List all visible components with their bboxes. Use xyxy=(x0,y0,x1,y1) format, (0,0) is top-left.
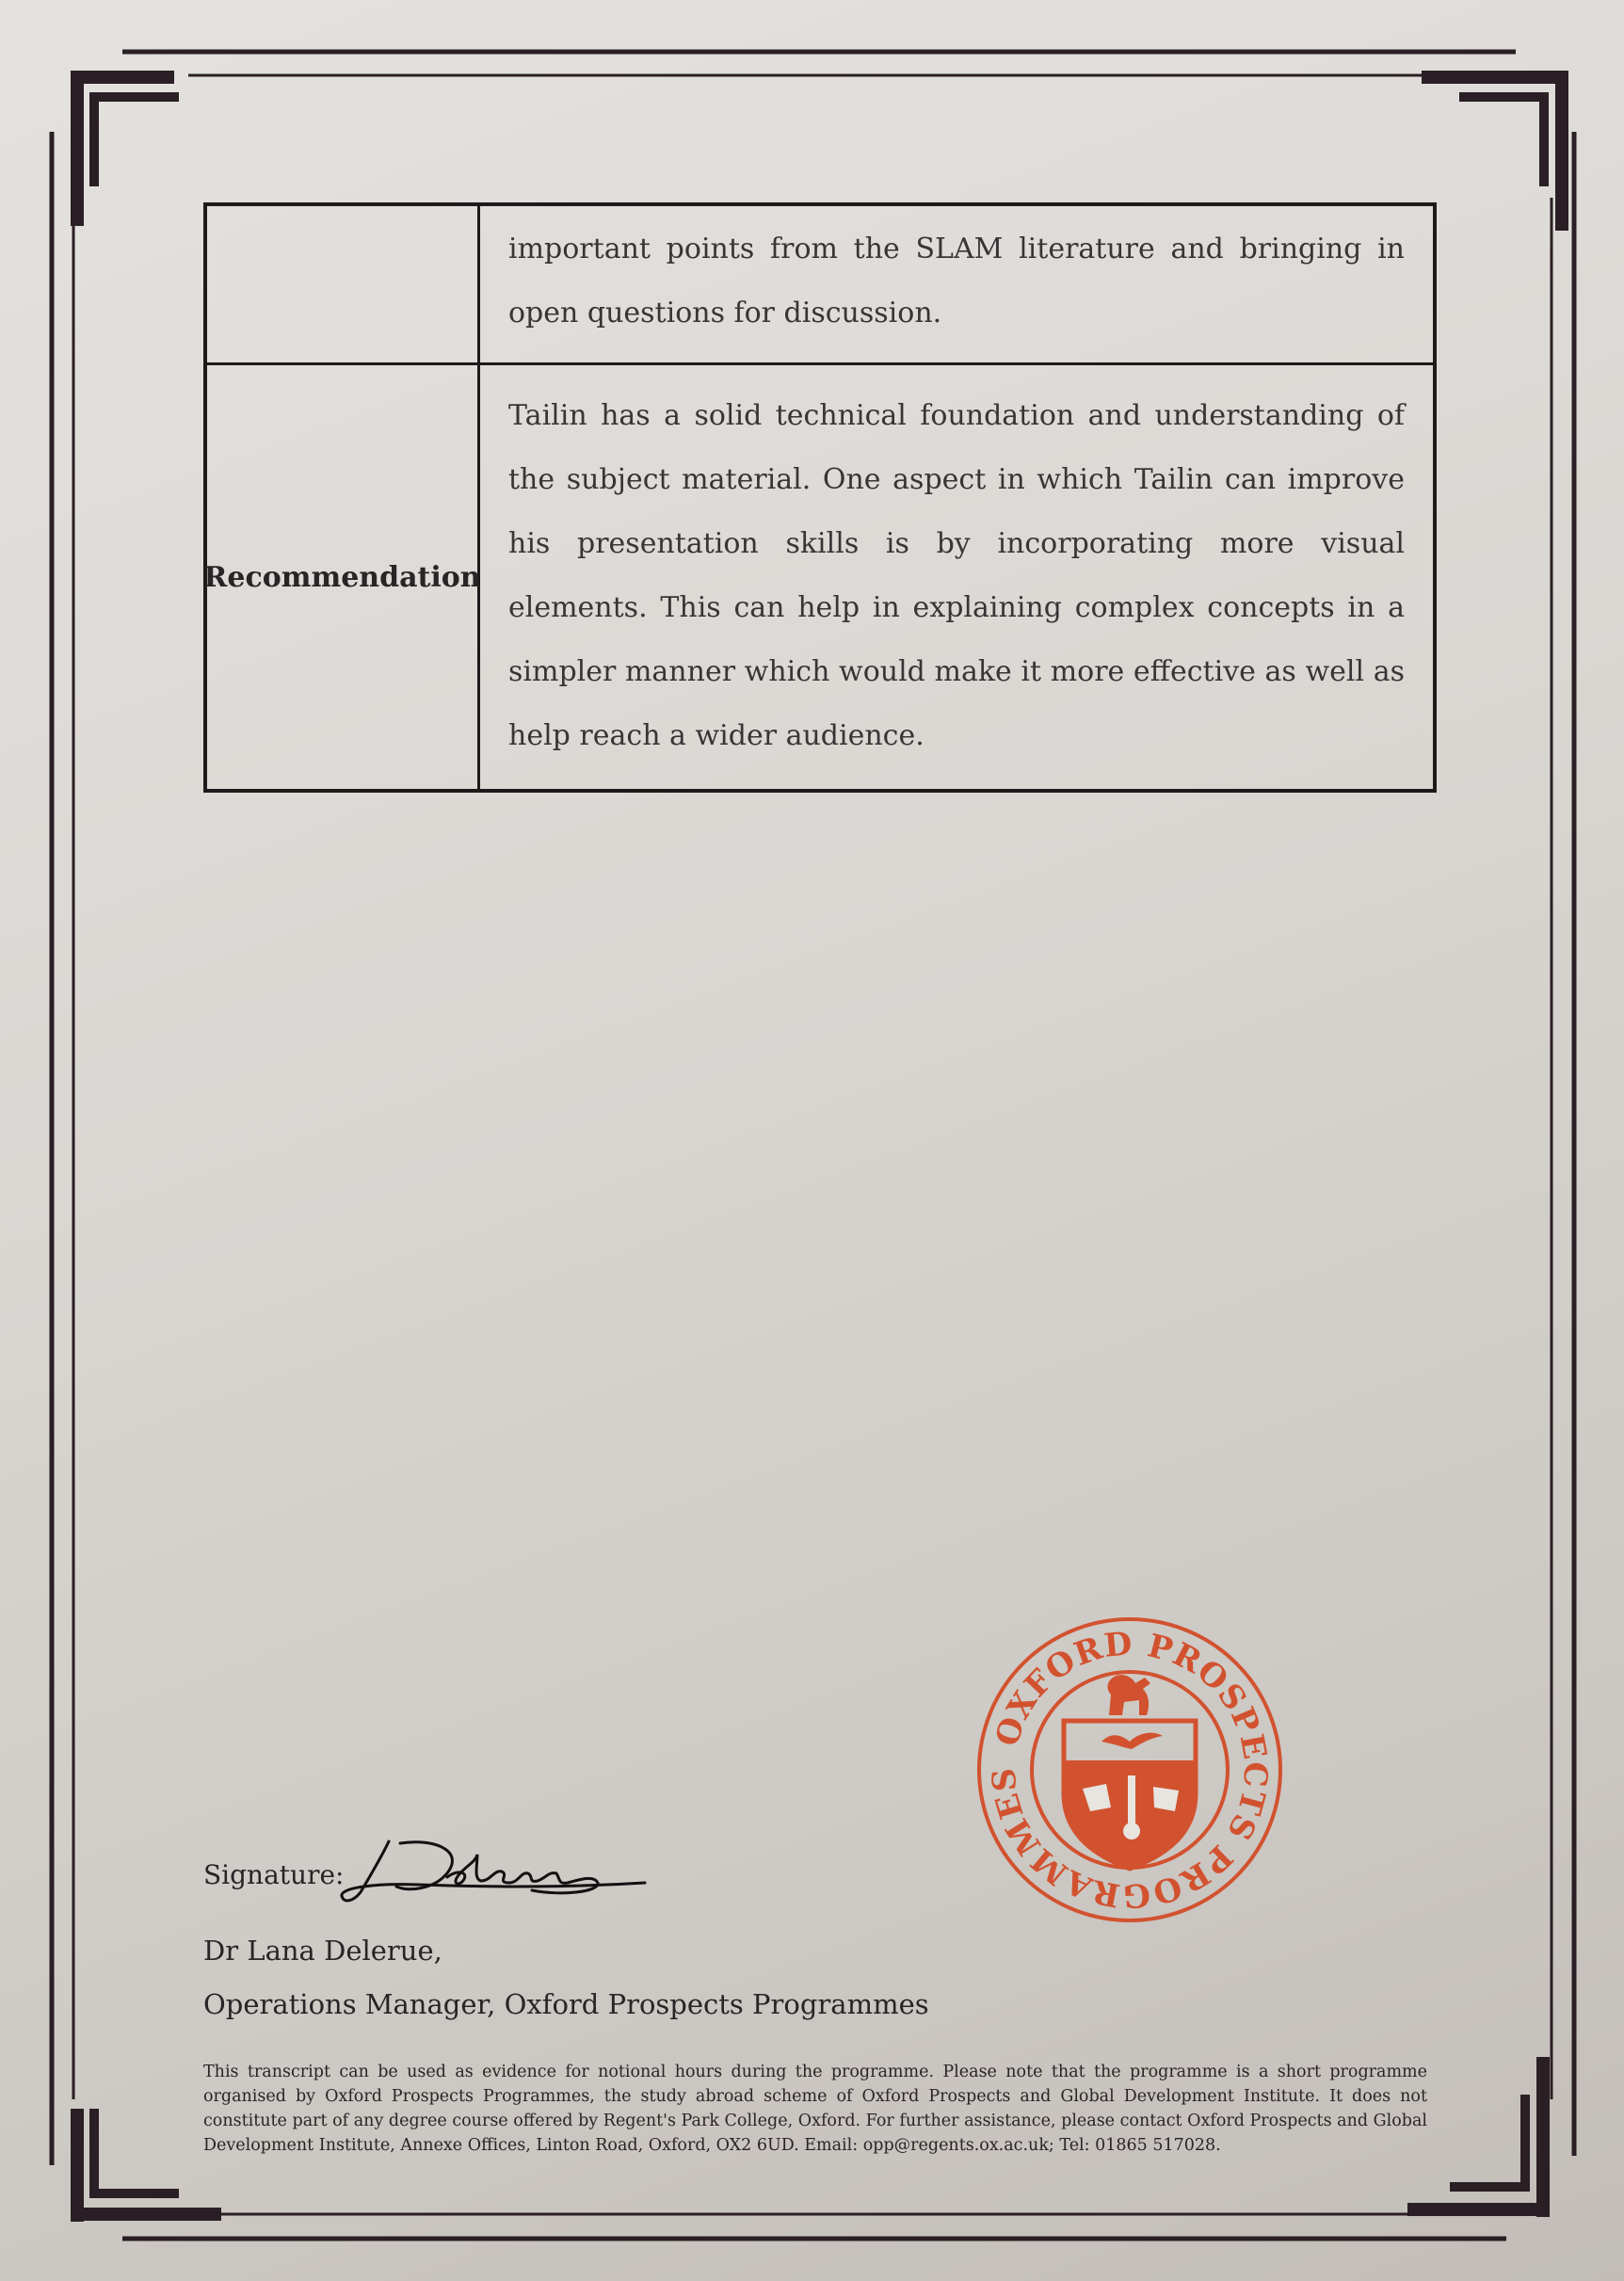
assessment-table xyxy=(203,202,1437,793)
recommendation-text: Tailin has a solid technical foundation and understanding of the subject material. One aspect in which Tailin can improve his presentation skills is by incorporating more visual elements. This can help in explaining complex concepts in a simpler manner which would make it more effective as well as help reach a wider audience. xyxy=(508,399,1405,752)
signatory-title: Operations Manager, Oxford Prospects Programmes xyxy=(203,1988,929,2020)
handwritten-signature xyxy=(334,1834,654,1919)
oxford-prospects-seal xyxy=(970,1610,1290,1930)
row-text: important points from the SLAM literature and bringing in open questions for discussion. xyxy=(508,233,1405,329)
table-row xyxy=(207,206,1433,362)
table-row xyxy=(203,362,1433,789)
recommendation-label: Recommendation xyxy=(207,365,480,789)
row-label xyxy=(207,206,480,362)
signatory-name: Dr Lana Delerue, xyxy=(203,1935,442,1967)
signature-label: Signature: xyxy=(203,1859,345,1890)
footer-disclaimer: This transcript can be used as evidence for notional hours during the programme. Please note that the programme is a short programme organised by Oxford Prospects Programmes, the study abroad scheme of Oxford Prospects and Global Development Institute. It does not constitute part of any degree course offered by Regent's Park College, Oxford. For further assistance, please contact Oxford Prospects and Global Development Institute, Annexe Offices, Linton Road, Oxford, OX2 6UD. Email: opp@regents.ox.ac.uk; Tel: 01865 517028. xyxy=(203,2063,1427,2155)
svg-text:OXFORD PROSPECTS PROGRAMMES: OXFORD PROSPECTS PROGRAMMES xyxy=(985,1625,1275,1915)
